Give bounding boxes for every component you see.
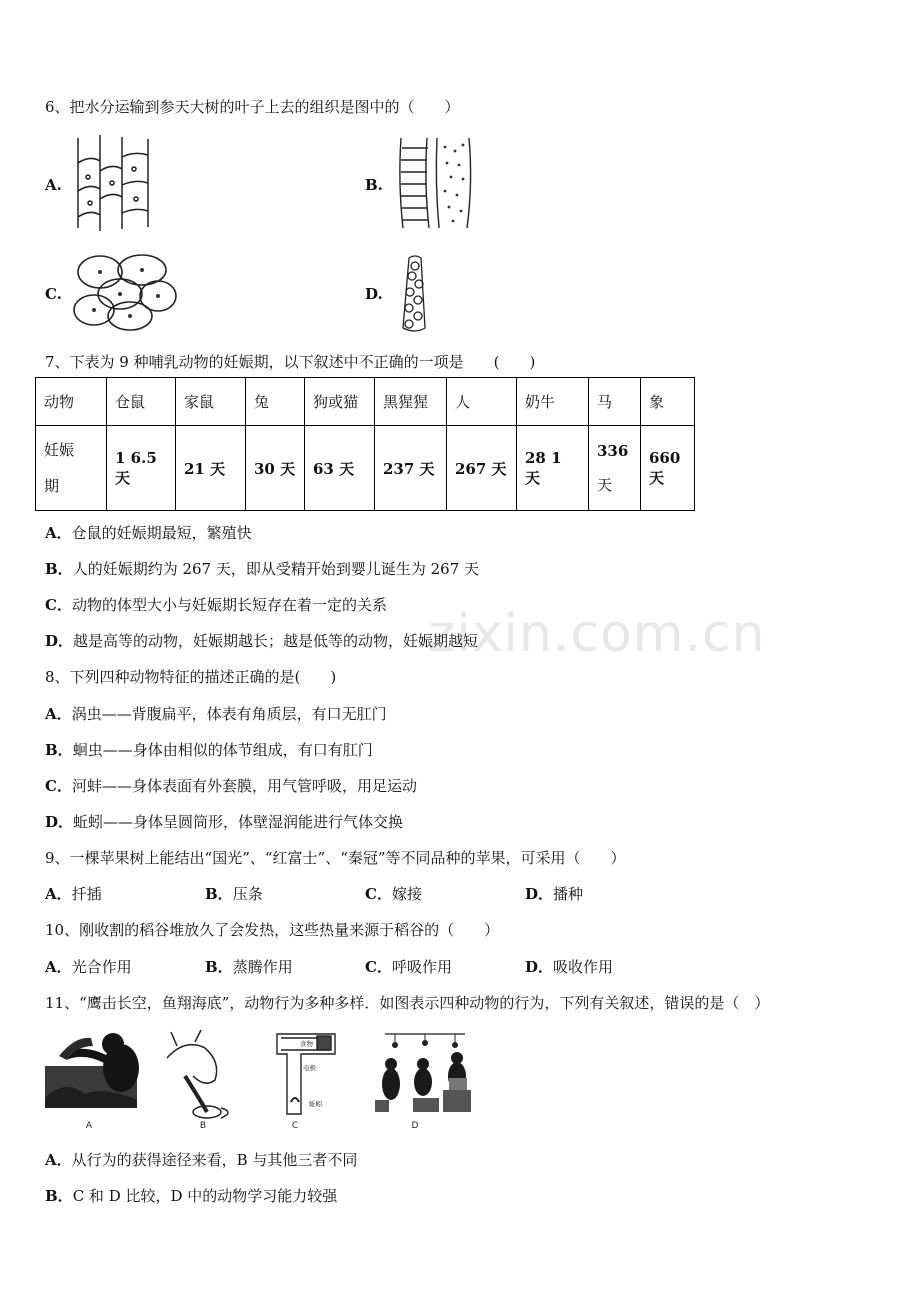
q6-option-a-label: A.	[45, 176, 62, 194]
q11-option-a	[45, 1149, 357, 1170]
value-hamster: 1 6.5 天	[107, 426, 176, 511]
q9-option-c-letter: C．	[365, 885, 392, 903]
header-cell-dog-or-cat: 狗或猫	[305, 378, 375, 426]
header-cell-hamster: 仓鼠	[107, 378, 176, 426]
value-horse	[589, 426, 641, 511]
q8-option-d-letter: D．	[45, 813, 74, 831]
q8-stem: 8、下列四种动物特征的描述正确的是( )	[45, 668, 337, 686]
q10-option-a-text: 光合作用	[71, 958, 132, 976]
q8-option-d-text: 蚯蚓——身体呈圆筒形，体壁湿润能进行气体交换	[73, 813, 404, 831]
round-cells-figure	[70, 250, 180, 334]
header-cell-rabbit: 兔	[246, 378, 305, 426]
q10-option-b-text: 蒸腾作用	[232, 958, 293, 976]
value-human: 267 天	[447, 426, 517, 511]
q10-option-a-letter: A．	[45, 958, 72, 976]
value-cow: 28 1 天	[517, 426, 589, 511]
header-cell-house-mouse: 家鼠	[176, 378, 246, 426]
value-horse-unit: 天	[597, 476, 613, 494]
q7-option-b-text: 人的妊娠期约为 267 天，即从受精开始到婴儿诞生为 267 天	[72, 560, 480, 578]
q6-option-b-label: B.	[365, 176, 383, 194]
figure-label-b: B	[199, 1121, 207, 1131]
q9-stem: 9、一棵苹果树上能结出“国光”、“红富士”、“秦冠”等不同品种的苹果，可采用（ ）	[45, 849, 626, 867]
value-dog-or-cat: 63 天	[305, 426, 375, 511]
q8-option-a	[45, 703, 387, 724]
table-value-row	[36, 426, 695, 511]
q9-option-b	[205, 883, 263, 904]
value-rabbit: 30 天	[246, 426, 305, 511]
q7-option-a-text: 仓鼠的妊娠期最短，繁殖快	[71, 524, 252, 542]
animal-behavior-figure	[45, 1028, 480, 1132]
q10-option-b	[205, 956, 293, 977]
q7-option-a	[45, 522, 252, 543]
header-cell-animal: 动物	[36, 378, 107, 426]
q11-option-a-text: 从行为的获得途径来看，B 与其他三者不同	[71, 1151, 358, 1169]
gestation-table	[35, 377, 695, 511]
q10-option-d-text: 吸收作用	[553, 958, 614, 976]
header-cell-horse: 马	[589, 378, 641, 426]
figure-a-chimpanzee	[45, 1033, 139, 1108]
q9-option-a-letter: A．	[45, 885, 72, 903]
q11-option-a-letter: A．	[45, 1151, 72, 1169]
q8-option-b-text: 蛔虫——身体由相似的体节组成，有口有肛门	[72, 741, 373, 759]
q9-option-a-text: 扦插	[71, 885, 102, 903]
q11-option-b-text: C 和 D 比较，D 中的动物学习能力较强	[72, 1187, 338, 1205]
q10-option-d	[525, 956, 613, 977]
figure-label-d: D	[411, 1121, 419, 1131]
q10-option-c	[365, 956, 452, 977]
row-label-line-2: 期	[44, 477, 60, 495]
parenchyma-cells-figure	[70, 133, 160, 233]
q6-option-d-label: D.	[365, 285, 383, 303]
vessel-tissue-figure	[393, 133, 481, 233]
figure-label-c: C	[291, 1121, 299, 1131]
q8-option-c	[45, 775, 417, 796]
header-cell-cow: 奶牛	[517, 378, 589, 426]
q7-option-d	[45, 630, 478, 651]
q8-option-b	[45, 739, 373, 760]
figure-c-text-earthworm: 蚯蚓	[309, 1100, 322, 1108]
watermark: zixin.com.cn	[428, 604, 766, 664]
q7-option-b-letter: B．	[45, 560, 73, 578]
row-label-line-1: 妊娠	[44, 441, 75, 459]
figure-label-a: A	[85, 1121, 93, 1131]
q9-option-a	[45, 883, 102, 904]
figure-c-text-electrode: 电极	[303, 1064, 316, 1072]
q7-option-a-letter: A．	[45, 524, 72, 542]
header-cell-human: 人	[447, 378, 517, 426]
q7-option-d-letter: D．	[45, 632, 74, 650]
q8-option-b-letter: B．	[45, 741, 73, 759]
q9-option-c	[365, 883, 422, 904]
q7-option-d-text: 越是高等的动物，妊娠期越长；越是低等的动物，妊娠期越短	[73, 632, 479, 650]
figure-c-text-food: 食物	[300, 1040, 313, 1048]
header-cell-elephant: 象	[641, 378, 695, 426]
q7-option-c	[45, 594, 387, 615]
q6-stem: 6、把水分运输到参天大树的叶子上去的组织是图中的（ ）	[45, 98, 460, 116]
table-header-row	[36, 378, 695, 426]
q7-stem: 7、下表为 9 种哺乳动物的妊娠期，以下叙述中不正确的一项是 ( )	[45, 353, 536, 371]
q10-option-d-letter: D．	[525, 958, 554, 976]
value-house-mouse: 21 天	[176, 426, 246, 511]
q10-option-c-text: 呼吸作用	[391, 958, 452, 976]
row-label-gestation	[36, 426, 107, 511]
q9-option-c-text: 嫁接	[391, 885, 422, 903]
value-elephant: 660 天	[641, 426, 695, 511]
q8-option-d	[45, 811, 403, 832]
q10-option-a	[45, 956, 132, 977]
q9-option-b-letter: B．	[205, 885, 233, 903]
value-horse-number: 336	[597, 442, 629, 460]
q8-option-c-text: 河蚌——身体表面有外套膜，用气管呼吸，用足运动	[71, 777, 417, 795]
meristem-cells-figure	[395, 254, 435, 334]
figure-b-bird-fish	[167, 1030, 228, 1118]
q8-option-a-text: 涡虫——背腹扁平，体表有角质层，有口无肛门	[71, 705, 387, 723]
q11-stem: 11、“鹰击长空，鱼翔海底”，动物行为多种多样．如图表示四种动物的行为，下列有关叙述，错误的是（ ）	[45, 994, 770, 1012]
figure-d-stacking-boxes	[375, 1034, 471, 1112]
q11-option-b	[45, 1185, 337, 1206]
q9-option-d-text: 播种	[553, 885, 584, 903]
q10-stem: 10、刚收割的稻谷堆放久了会发热，这些热量来源于稻谷的（ ）	[45, 921, 500, 939]
value-chimpanzee: 237 天	[375, 426, 447, 511]
q9-option-d-letter: D．	[525, 885, 554, 903]
q7-option-c-letter: C．	[45, 596, 72, 614]
q8-option-a-letter: A．	[45, 705, 72, 723]
header-cell-chimpanzee: 黑猩猩	[375, 378, 447, 426]
q7-option-b	[45, 558, 479, 579]
q6-option-c-label: C.	[45, 285, 62, 303]
q9-option-d	[525, 883, 583, 904]
q7-option-c-text: 动物的体型大小与妊娠期长短存在着一定的关系	[71, 596, 387, 614]
q9-option-b-text: 压条	[232, 885, 263, 903]
q10-option-b-letter: B．	[205, 958, 233, 976]
q11-option-b-letter: B．	[45, 1187, 73, 1205]
q8-option-c-letter: C．	[45, 777, 72, 795]
q10-option-c-letter: C．	[365, 958, 392, 976]
